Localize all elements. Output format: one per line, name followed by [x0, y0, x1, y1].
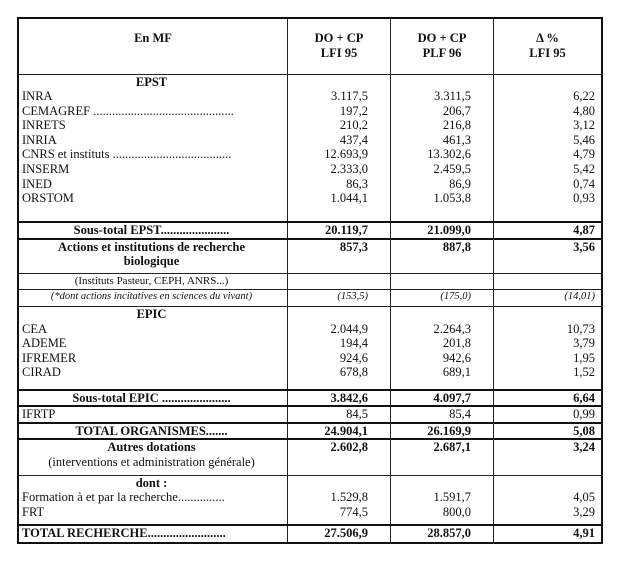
- value-delta: 3,12: [573, 118, 595, 133]
- header-lfi95-line1: DO + CP: [314, 31, 364, 45]
- cell-delta: [494, 525, 603, 543]
- value-delta: [497, 274, 595, 289]
- cell-plf96: [391, 290, 494, 307]
- cell-plf96: [391, 406, 494, 423]
- value-lfi95: 678,8: [339, 365, 368, 380]
- value-delta: 4,05: [573, 490, 595, 505]
- cell-plf96: [391, 439, 494, 475]
- header-lfi95: [288, 18, 391, 74]
- row-label: Formation à et par la recherche...............: [22, 490, 225, 505]
- cell-label: [18, 222, 288, 239]
- cell-delta: [494, 222, 603, 239]
- cell-label: [18, 390, 288, 407]
- cell-lfi95: [288, 390, 391, 407]
- row-label: dont :: [135, 475, 168, 490]
- cell-lfi95: [288, 423, 391, 440]
- value-delta: 3,79: [573, 336, 595, 351]
- row-label: (Instituts Pasteur, CEPH, ANRS...): [74, 275, 229, 288]
- value-delta: 4,91: [573, 526, 595, 541]
- row-label: FRT: [22, 505, 45, 520]
- row-label: biologique: [123, 254, 180, 269]
- value-lfi95: 12.693,9: [324, 147, 368, 162]
- row-label: ORSTOM: [22, 191, 74, 206]
- cell-label: [18, 439, 288, 475]
- header-plf96-line2: PLF 96: [422, 45, 462, 60]
- value-delta: 1,52: [573, 365, 595, 380]
- table-header-row: [18, 18, 602, 74]
- cell-label: [18, 525, 288, 543]
- row-label: (interventions et administration générale): [48, 454, 255, 469]
- value-lfi95: 197,2: [339, 103, 368, 118]
- value-delta: 5,08: [573, 423, 595, 438]
- value-lfi95: 3.117,5: [330, 89, 368, 104]
- value-plf96: 85,4: [449, 407, 471, 422]
- value-plf96: 28.857,0: [427, 526, 471, 541]
- row-label: IFREMER: [22, 350, 77, 365]
- table-row-group: [18, 74, 602, 222]
- value-delta: 3,24: [573, 440, 595, 455]
- value-plf96: 2.264,3: [433, 321, 471, 336]
- row-label: ADEME: [22, 336, 67, 351]
- cell-lfi95: [288, 525, 391, 543]
- value-delta: [497, 476, 595, 491]
- cell-plf96: [391, 274, 494, 290]
- value-lfi95: 20.119,7: [324, 223, 368, 237]
- table-row-group: [18, 439, 602, 475]
- value-lfi95: 84,5: [346, 407, 368, 422]
- cell-plf96: [391, 390, 494, 407]
- value-plf96: 942,6: [442, 350, 471, 365]
- total-row: [18, 390, 602, 407]
- row-label: IFRTP: [22, 407, 56, 422]
- table-row-group: [18, 239, 602, 274]
- row-label: Actions et institutions de recherche: [57, 239, 246, 254]
- cell-plf96: [391, 525, 494, 543]
- cell-delta: [494, 274, 603, 290]
- value-delta: 0,74: [573, 176, 595, 191]
- value-delta: 10,73: [566, 321, 595, 336]
- value-delta: 0,93: [573, 191, 595, 206]
- row-label: EPST: [135, 74, 168, 89]
- header-label-text: En MF: [134, 31, 172, 45]
- row-label: CIRAD: [22, 365, 61, 380]
- cell-delta: [494, 406, 603, 423]
- value-plf96: 887,8: [442, 239, 471, 254]
- table-row-group: [18, 290, 602, 307]
- value-plf96: [394, 75, 471, 90]
- value-plf96: 3.311,5: [433, 89, 471, 104]
- cell-label: [18, 475, 288, 525]
- value-lfi95: 3.842,6: [330, 390, 368, 405]
- value-lfi95: [291, 274, 368, 289]
- value-plf96: [394, 476, 471, 491]
- cell-delta: [494, 239, 603, 274]
- cell-lfi95: [288, 74, 391, 222]
- cell-label: [18, 239, 288, 274]
- cell-label: [18, 423, 288, 440]
- value-plf96: 13.302,6: [427, 147, 471, 162]
- cell-delta: [494, 439, 603, 475]
- value-delta: 5,42: [573, 162, 595, 177]
- cell-plf96: [391, 222, 494, 239]
- value-lfi95: 27.506,9: [324, 526, 368, 541]
- cell-plf96: [391, 307, 494, 390]
- value-plf96: 2.687,1: [433, 440, 471, 455]
- value-lfi95: 194,4: [339, 336, 368, 351]
- cell-plf96: [391, 239, 494, 274]
- value-plf96: 1.591,7: [433, 490, 471, 505]
- total-row: [18, 423, 602, 440]
- value-delta: [497, 455, 595, 470]
- cell-delta: [494, 307, 603, 390]
- value-plf96: [394, 307, 471, 322]
- value-plf96: 206,7: [442, 103, 471, 118]
- value-delta: 5,46: [573, 132, 595, 147]
- value-lfi95: 437,4: [339, 132, 368, 147]
- cell-label: [18, 290, 288, 307]
- value-lfi95: 774,5: [339, 505, 368, 520]
- value-lfi95: 2.602,8: [330, 440, 368, 455]
- header-lfi95-line2: LFI 95: [320, 45, 358, 60]
- value-delta: 6,64: [573, 390, 595, 405]
- cell-delta: [494, 390, 603, 407]
- row-label: Autres dotations: [107, 440, 196, 455]
- cell-label: [18, 274, 288, 290]
- value-lfi95: 24.904,1: [324, 423, 368, 438]
- header-delta: [494, 18, 603, 74]
- value-delta: [497, 307, 595, 322]
- cell-lfi95: [288, 239, 391, 274]
- value-plf96: 26.169,9: [427, 423, 471, 438]
- value-plf96: 86,9: [449, 176, 471, 191]
- cell-lfi95: [288, 274, 391, 290]
- cell-lfi95: [288, 439, 391, 475]
- value-lfi95: 857,3: [339, 239, 368, 254]
- table-row-group: [18, 274, 602, 290]
- value-plf96: 21.099,0: [427, 223, 471, 237]
- cell-label: [18, 74, 288, 222]
- row-label: Sous-total EPST......................: [73, 223, 230, 237]
- cell-lfi95: [288, 475, 391, 525]
- value-lfi95: 2.044,9: [330, 321, 368, 336]
- cell-delta: [494, 290, 603, 307]
- row-label: Sous-total EPIC ......................: [72, 390, 231, 405]
- value-plf96: [394, 455, 471, 470]
- row-label: CEMAGREF .............................................: [22, 103, 234, 118]
- header-plf96-line1: DO + CP: [417, 31, 467, 45]
- value-delta: 4,80: [573, 103, 595, 118]
- row-label: INED: [22, 176, 52, 191]
- cell-lfi95: [288, 222, 391, 239]
- value-lfi95: [291, 75, 368, 90]
- row-label: EPIC: [136, 307, 167, 322]
- row-label: INSERM: [22, 162, 70, 177]
- header-delta-line2: LFI 95: [529, 45, 566, 60]
- research-budget-table: [17, 17, 603, 544]
- header-delta-line1: Δ %: [536, 31, 559, 45]
- cell-delta: [494, 475, 603, 525]
- table-body: [18, 18, 602, 543]
- value-delta: [497, 254, 595, 269]
- value-lfi95: [291, 307, 368, 322]
- row-label: (*dont actions incitatives en sciences du vivant): [50, 291, 253, 303]
- row-label: INRETS: [22, 118, 66, 133]
- cell-delta: [494, 74, 603, 222]
- value-lfi95: 2.333,0: [330, 162, 368, 177]
- total-row: [18, 222, 602, 239]
- row-label: INRA: [22, 89, 53, 104]
- cell-delta: [494, 423, 603, 440]
- value-delta: 1,95: [573, 350, 595, 365]
- row-label: CNRS et instituts ......................................: [22, 147, 232, 162]
- value-plf96: 1.053,8: [433, 191, 471, 206]
- value-delta: 3,29: [573, 505, 595, 520]
- cell-lfi95: [288, 406, 391, 423]
- value-delta: 4,79: [573, 147, 595, 162]
- value-lfi95: 86,3: [346, 176, 368, 191]
- value-lfi95: [291, 476, 368, 491]
- value-plf96: 689,1: [442, 365, 471, 380]
- value-plf96: [394, 254, 471, 269]
- header-plf96: [391, 18, 494, 74]
- cell-plf96: [391, 74, 494, 222]
- value-plf96: 201,8: [442, 336, 471, 351]
- value-lfi95: 924,6: [339, 350, 368, 365]
- value-plf96: 216,8: [442, 118, 471, 133]
- total-row: [18, 525, 602, 543]
- cell-label: [18, 307, 288, 390]
- cell-lfi95: [288, 290, 391, 307]
- value-delta: [497, 75, 595, 90]
- row-label: CEA: [22, 321, 47, 336]
- cell-plf96: [391, 475, 494, 525]
- value-plf96: [394, 274, 471, 289]
- cell-lfi95: [288, 307, 391, 390]
- table-row-group: [18, 475, 602, 525]
- value-lfi95: (153,5): [337, 291, 368, 303]
- cell-plf96: [391, 423, 494, 440]
- value-lfi95: 1.044,1: [330, 191, 368, 206]
- header-label: [18, 18, 288, 74]
- value-plf96: (175,0): [440, 291, 471, 303]
- value-lfi95: 1.529,8: [330, 490, 368, 505]
- value-plf96: 4.097,7: [433, 390, 471, 405]
- value-delta: 6,22: [573, 89, 595, 104]
- value-plf96: 461,3: [442, 132, 471, 147]
- value-delta: 0,99: [573, 407, 595, 422]
- value-lfi95: [291, 254, 368, 269]
- value-lfi95: 210,2: [339, 118, 368, 133]
- value-plf96: 800,0: [442, 505, 471, 520]
- row-label: TOTAL RECHERCHE.........................: [22, 526, 226, 541]
- value-delta: (14,01): [564, 291, 595, 303]
- value-plf96: 2.459,5: [433, 162, 471, 177]
- row-label: INRIA: [22, 132, 57, 147]
- table-row-group: [18, 307, 602, 390]
- cell-label: [18, 406, 288, 423]
- table-row-group: [18, 406, 602, 423]
- value-delta: 4,87: [573, 223, 595, 237]
- value-delta: 3,56: [573, 239, 595, 254]
- value-lfi95: [291, 455, 368, 470]
- row-label: TOTAL ORGANISMES.......: [75, 423, 228, 438]
